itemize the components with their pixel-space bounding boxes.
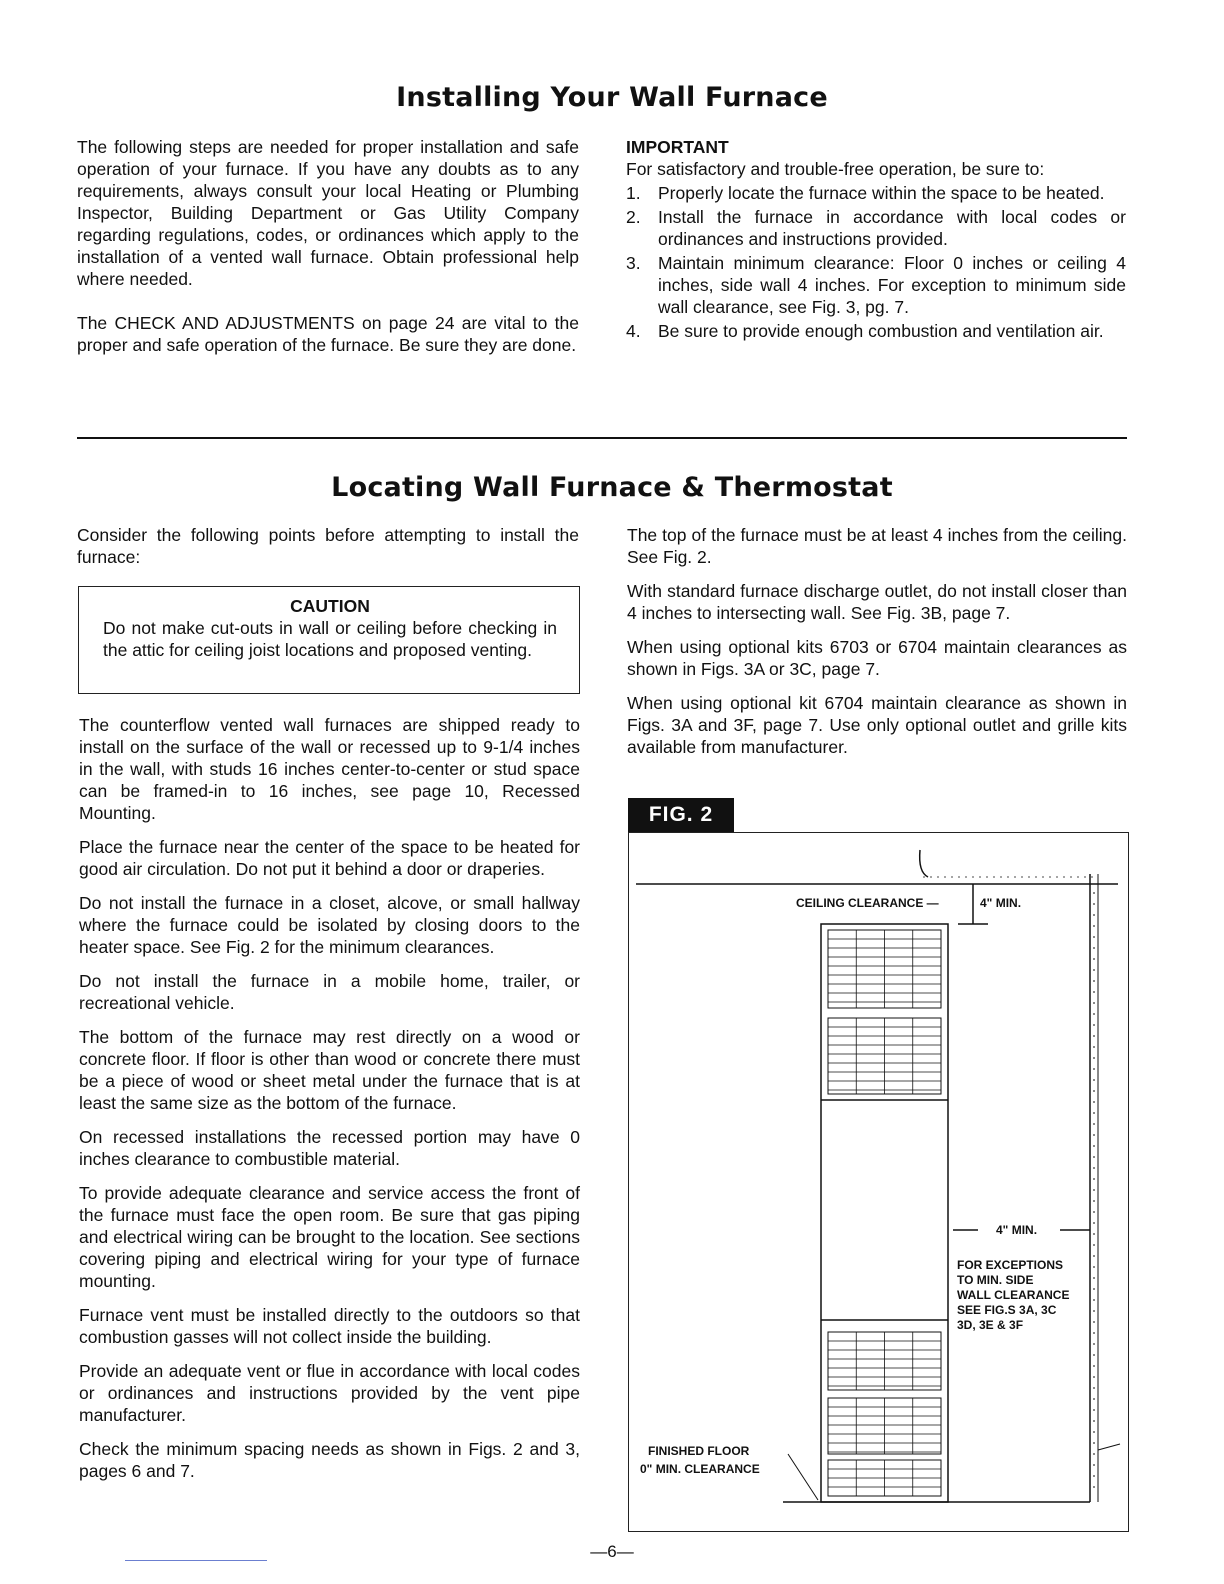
paragraph: With standard furnace discharge outlet, do not install closer than 4 inches to intersecting wall. See Fig. 3B, page 7. (627, 581, 1127, 623)
grille-lines (828, 930, 941, 1496)
side-min-label: 4" MIN. (996, 1223, 1038, 1237)
step-item: 3. Maintain minimum clearance: Floor 0 inches or ceiling 4 inches, side wall 4 inches. For exception to minimum side wall clearance, see Fig. 3, pg. 7. (626, 253, 1126, 317)
check-adjustments-paragraph: The CHECK AND ADJUSTMENTS on page 24 are vital to the proper and safe operation of the furnace. Be sure they are done. (77, 313, 579, 355)
paragraph: Check the minimum spacing needs as shown in Figs. 2 and 3, pages 6 and 7. (79, 1439, 580, 1481)
paragraph: The top of the furnace must be at least 4 inches from the ceiling. See Fig. 2. (627, 525, 1127, 567)
footer-line (125, 1560, 267, 1561)
ceiling-clearance-label: CEILING CLEARANCE — (796, 896, 939, 910)
important-intro: For satisfactory and trouble-free operation, be sure to: (626, 159, 1045, 179)
section-divider (77, 437, 1127, 439)
step-item: 1. Properly locate the furnace within the space to be heated. (626, 183, 1105, 203)
intro-paragraph: The following steps are needed for proper installation and safe operation of your furnace. If you have any doubts as to any requirements, always consult your local Heating or Plumbing Inspector, Building Department or Gas Utility Company regarding regulations, codes, or ordinances which apply to the installation of a vented wall furnace. Obtain professional help where needed. (77, 137, 579, 289)
section-title-installing: Installing Your Wall Furnace (396, 82, 828, 113)
locating-intro: Consider the following points before attempting to install the furnace: (77, 525, 579, 567)
paragraph: When using optional kit 6704 maintain clearance as shown in Figs. 3A and 3F, page 7. Use only optional outlet and grille kits available from manufacturer. (627, 693, 1127, 757)
paragraph: Provide an adequate vent or flue in accordance with local codes or ordinances and instructions provided by the vent pipe manufacturer. (79, 1361, 580, 1425)
paragraph: Place the furnace near the center of the space to be heated for good air circulation. Do not put it behind a door or draperies. (79, 837, 580, 879)
paragraph: When using optional kits 6703 or 6704 maintain clearances as shown in Figs. 3A or 3C, page 7. (627, 637, 1127, 679)
important-column (626, 136, 1126, 344)
section-title-locating: Locating Wall Furnace & Thermostat (331, 472, 893, 503)
paragraph: The bottom of the furnace may rest directly on a wood or concrete floor. If floor is other than wood or concrete there must be a piece of wood or sheet metal under the furnace that is at least the same size as the bottom of the furnace. (79, 1027, 580, 1113)
installing-left-column (77, 136, 579, 368)
locating-left-column (79, 714, 580, 1494)
paragraph: The counterflow vented wall furnaces are shipped ready to install on the surface of the wall or recessed up to 9-1/4 inches in the wall, with studs 16 inches center-to-center or stud space can be framed-in to 16 inches, see page 10, Recessed Mounting. (79, 715, 580, 823)
paragraph: Do not install the furnace in a closet, alcove, or small hallway where the furnace could be isolated by closing doors to the heater space. See Fig. 2 for the minimum clearances. (79, 893, 580, 957)
caution-box (78, 586, 580, 694)
important-heading: IMPORTANT (626, 137, 729, 157)
step-item: 2. Install the furnace in accordance with local codes or ordinances and instructions provided. (626, 207, 1126, 249)
ceiling-break-mark (920, 850, 928, 877)
figure-tab: FIG. 2 (628, 798, 734, 832)
paragraph: On recessed installations the recessed portion may have 0 inches clearance to combustible material. (79, 1127, 580, 1169)
caution-text: Do not make cut-outs in wall or ceiling before checking in the attic for ceiling joist locations and proposed venting. (103, 618, 557, 660)
paragraph: To provide adequate clearance and service access the front of the furnace must face the open room. Be sure that gas piping and electrical wiring can be brought to the location. See sections covering piping and electrical wiring for your type of furnace mounting. (79, 1183, 580, 1291)
wall-leader (1098, 1444, 1120, 1450)
finished-floor-label: FINISHED FLOOR (648, 1444, 750, 1458)
step-item: 4. Be sure to provide enough combustion and ventilation air. (626, 321, 1104, 341)
page-number: —6— (590, 1542, 634, 1561)
caution-heading: CAUTION (290, 596, 370, 616)
paragraph: Furnace vent must be installed directly to the outdoors so that combustion gasses will not collect inside the building. (79, 1305, 580, 1347)
furnace-clearance-diagram (628, 832, 1129, 1532)
paragraph: Do not install the furnace in a mobile home, trailer, or recreational vehicle. (79, 971, 580, 1013)
floor-clearance-label: 0" MIN. CLEARANCE (640, 1462, 760, 1476)
exceptions-note: FOR EXCEPTIONS TO MIN. SIDE WALL CLEARANCE SEE FIG.S 3A, 3C 3D, 3E & 3F (957, 1258, 1070, 1332)
floor-leader (788, 1454, 818, 1500)
locating-right-column (627, 524, 1127, 770)
important-steps-list (626, 182, 1126, 342)
ceiling-min-label: 4" MIN. (980, 896, 1022, 910)
